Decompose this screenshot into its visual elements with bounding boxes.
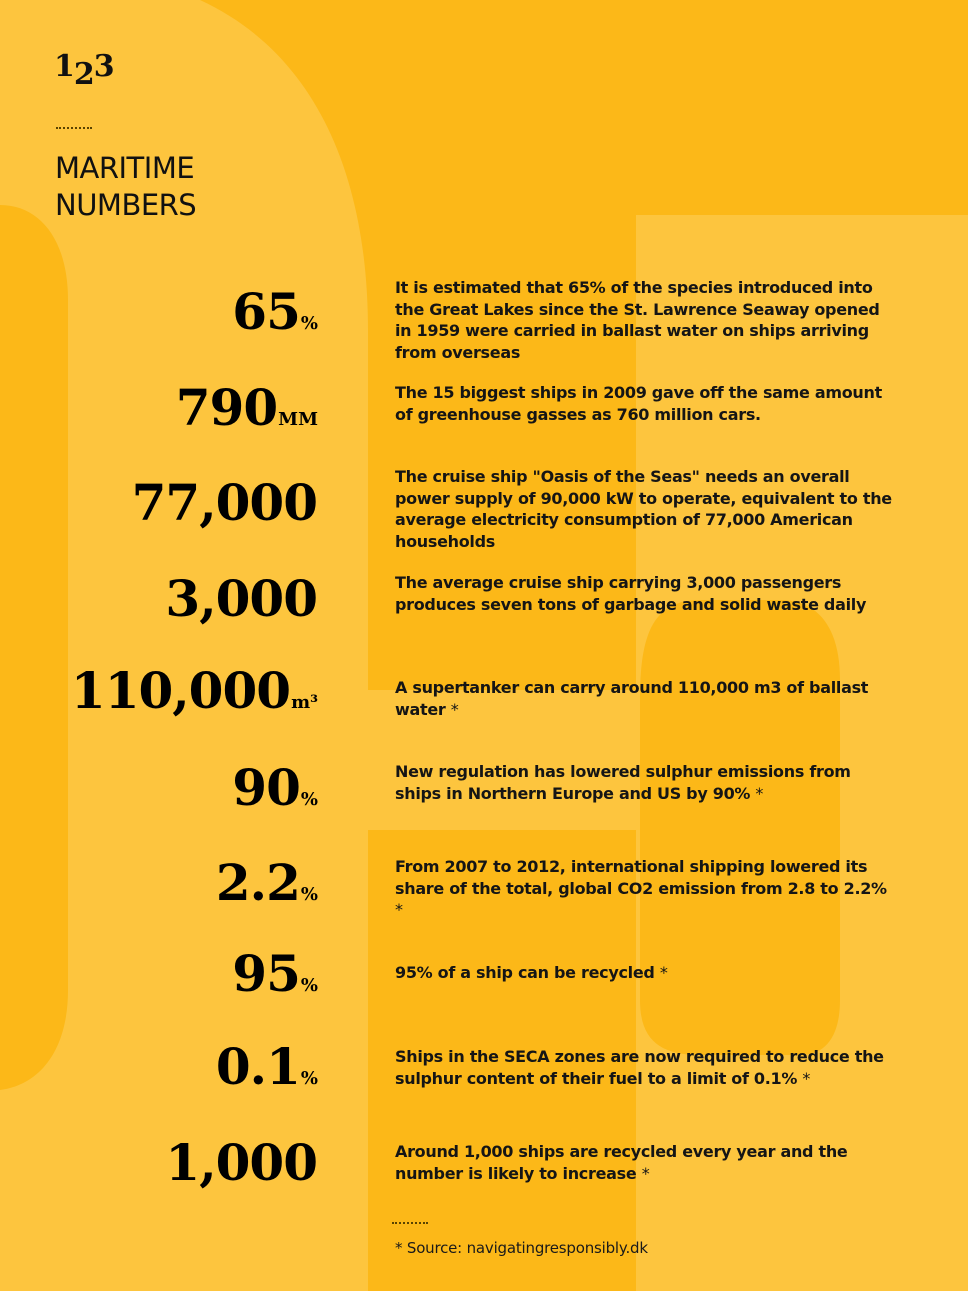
stat-figure [20,853,318,912]
stat-value: 0.1 [215,1037,300,1096]
stat-description [395,962,895,984]
stat-unit: % [300,1068,318,1089]
stat-description [395,761,895,804]
footnote-marker: * [395,900,403,919]
logo-digit-3: 3 [93,49,114,84]
stat-value: 790 [175,378,278,437]
stat-description [395,466,895,552]
stat-description-text: Ships in the SECA zones are now required to reduce the sulphur content of their fuel to a limit of 0.1% [395,1047,884,1088]
stat-unit: % [300,975,318,996]
stat-value: 110,000 [70,661,291,720]
stat-figure [0,661,318,720]
stat-description [395,1046,895,1089]
stat-figure [20,378,318,437]
footnote-marker: * [450,699,459,719]
stat-description [395,382,895,425]
brand-logo [54,49,114,92]
stat-value: 77,000 [131,473,317,532]
logo-digit-2: 2 [73,57,94,92]
page-title: MARITIME NUMBERS [55,151,197,222]
footnote-marker: * [755,783,764,803]
stat-figure [20,758,318,817]
stat-unit: % [300,789,318,810]
stat-value: 90 [232,758,300,817]
stat-value: 95 [232,944,300,1003]
stat-figure [20,1133,318,1192]
stat-unit: % [300,313,318,334]
stat-value: 65 [232,282,300,341]
stat-description-text: 95% of a ship can be recycled [395,963,655,982]
stat-description [395,277,895,363]
stat-description [395,677,895,720]
stat-description-text: The 15 biggest ships in 2009 gave off the same amount of greenhouse gasses as 760 million cars. [395,383,882,424]
footnote-marker: * [802,1068,811,1088]
stat-figure [20,282,318,341]
stat-description-text: Around 1,000 ships are recycled every year and the number is likely to increase [395,1142,848,1183]
stat-figure [20,1037,318,1096]
stat-value: 3,000 [165,569,317,628]
footnote-marker: * [641,1163,650,1183]
stat-value: 2.2 [215,853,300,912]
stat-description [395,1141,895,1184]
stat-unit: m³ [291,692,318,713]
stat-description-text: It is estimated that 65% of the species introduced into the Great Lakes since the St. Lawrence Seaway opened in 1959 were carried in ballast water on ships arriving from overseas [395,278,880,362]
stat-figure [20,944,318,1003]
stat-figure [20,473,318,532]
source-note: * Source: navigatingresponsibly.dk [395,1239,648,1257]
stat-description-text: New regulation has lowered sulphur emissions from ships in Northern Europe and US by 90% [395,762,851,803]
stat-unit: % [300,884,318,905]
dotted-divider-top [56,127,92,129]
stat-value: 1,000 [165,1133,317,1192]
stat-figure [20,569,318,628]
stat-description-text: The cruise ship "Oasis of the Seas" needs an overall power supply of 90,000 kW to operate, equivalent to the average electricity consumption of 77,000 American households [395,467,892,551]
stat-description [395,856,895,921]
stat-description-text: From 2007 to 2012, international shipping lowered its share of the total, global CO2 emission from 2.8 to 2.2% [395,857,887,898]
stat-description [395,572,895,615]
footnote-marker: * [659,963,668,982]
stat-description-text: A supertanker can carry around 110,000 m3 of ballast water [395,678,869,719]
stat-description-text: The average cruise ship carrying 3,000 passengers produces seven tons of garbage and solid waste daily [395,573,867,614]
dotted-divider-bottom [392,1222,428,1224]
logo-digit-1: 1 [54,49,74,84]
stat-unit: MM [278,409,318,430]
